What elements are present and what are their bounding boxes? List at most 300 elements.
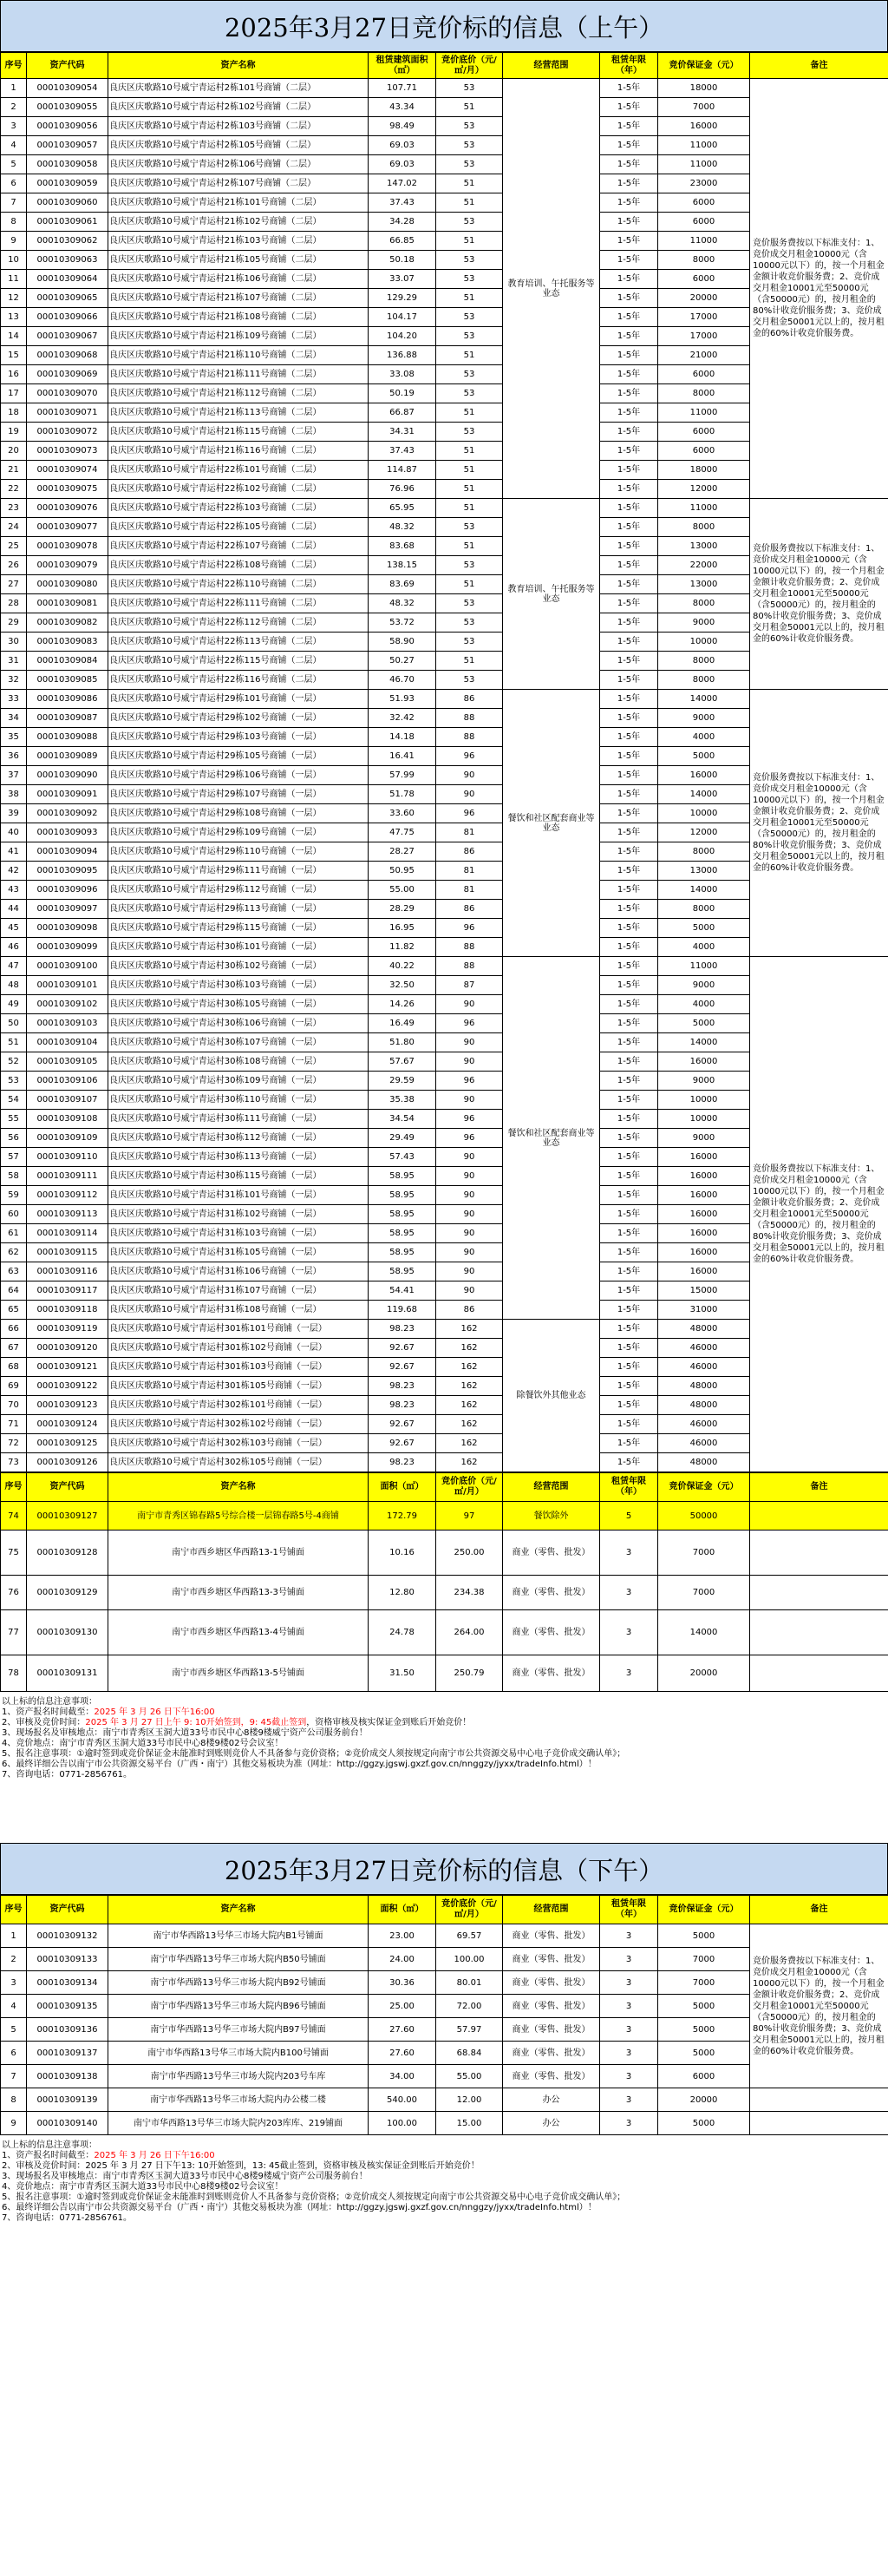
deposit: 14000 (658, 690, 750, 709)
area: 51.78 (369, 785, 436, 804)
area: 32.42 (369, 709, 436, 728)
lease-term: 1-5年 (600, 213, 658, 232)
col-header: 经营范围 (503, 53, 600, 79)
asset-code: 00010309132 (27, 1924, 108, 1948)
asset-code: 00010309116 (27, 1262, 108, 1281)
asset-name: 良庆区庆歌路10号威宁青运村31栋108号商铺（一层） (108, 1301, 369, 1320)
base-price: 53 (436, 518, 503, 537)
business-scope: 餐饮和社区配套商业等业态 (503, 690, 600, 957)
deposit: 14000 (658, 1033, 750, 1052)
area: 58.95 (369, 1224, 436, 1243)
asset-name: 良庆区庆歌路10号威宁青运村30栋115号商铺（一层） (108, 1167, 369, 1186)
notes-label: 1、资产报名时间截至： (2, 1708, 95, 1717)
deposit: 5000 (658, 2018, 750, 2042)
asset-name: 南宁市青秀区锦春路5号综合楼一层锦春路5号-4商铺 (108, 1502, 369, 1531)
asset-code: 00010309118 (27, 1301, 108, 1320)
asset-name: 良庆区庆歌路10号威宁青运村29栋106号商铺（一层） (108, 766, 369, 785)
asset-code: 00010309114 (27, 1224, 108, 1243)
asset-name: 南宁市西乡塘区华西路13-5号铺面 (108, 1655, 369, 1692)
business-scope: 商业（零售、批发） (503, 2065, 600, 2088)
remark-empty (750, 2088, 888, 2112)
col-header: 资产代码 (27, 1473, 108, 1502)
row-number: 49 (1, 995, 27, 1014)
area: 43.34 (369, 98, 436, 117)
lease-term: 1-5年 (600, 117, 658, 136)
lease-term: 1-5年 (600, 1358, 658, 1377)
row-number: 32 (1, 671, 27, 690)
row-number: 78 (1, 1655, 27, 1692)
base-price: 90 (436, 1052, 503, 1072)
area: 16.49 (369, 1014, 436, 1033)
asset-name: 良庆区庆歌路10号威宁青运村31栋103号商铺（一层） (108, 1224, 369, 1243)
row-number: 26 (1, 556, 27, 575)
area: 48.32 (369, 518, 436, 537)
business-scope: 办公 (503, 2088, 600, 2112)
deposit: 4000 (658, 728, 750, 747)
base-price: 90 (436, 1186, 503, 1205)
base-price: 57.97 (436, 2018, 503, 2042)
row-number: 14 (1, 327, 27, 346)
asset-code: 00010309097 (27, 900, 108, 919)
asset-name: 良庆区庆歌路10号威宁青运村21栋108号商铺（二层） (108, 308, 369, 327)
row-number: 33 (1, 690, 27, 709)
notes-line-2 (2, 1718, 888, 1728)
morning-notes (0, 1692, 888, 1793)
asset-name: 良庆区庆歌路10号威宁青运村21栋112号商铺（二层） (108, 384, 369, 403)
row-number: 39 (1, 804, 27, 823)
row-number: 34 (1, 709, 27, 728)
base-price: 51 (436, 174, 503, 193)
lease-term: 1-5年 (600, 1072, 658, 1091)
lease-term: 3 (600, 2042, 658, 2065)
row-number: 67 (1, 1339, 27, 1358)
area: 50.18 (369, 251, 436, 270)
row-number: 69 (1, 1377, 27, 1396)
row-number: 52 (1, 1052, 27, 1072)
deposit: 6000 (658, 213, 750, 232)
asset-code: 00010309120 (27, 1339, 108, 1358)
deposit: 21000 (658, 346, 750, 365)
lease-term: 1-5年 (600, 1014, 658, 1033)
base-price: 86 (436, 842, 503, 862)
asset-name: 良庆区庆歌路10号威宁青运村31栋101号商铺（一层） (108, 1186, 369, 1205)
base-price: 88 (436, 957, 503, 976)
row-number: 36 (1, 747, 27, 766)
deposit: 50000 (658, 1502, 750, 1531)
deposit: 5000 (658, 919, 750, 938)
area: 540.00 (369, 2088, 436, 2112)
row-number: 74 (1, 1502, 27, 1531)
area: 34.00 (369, 2065, 436, 2088)
base-price: 87 (436, 976, 503, 995)
deposit: 12000 (658, 823, 750, 842)
asset-code: 00010309103 (27, 1014, 108, 1033)
asset-name: 良庆区庆歌路10号威宁青运村21栋110号商铺（二层） (108, 346, 369, 365)
deposit: 10000 (658, 633, 750, 652)
row-number: 53 (1, 1072, 27, 1091)
area: 107.71 (369, 79, 436, 98)
lease-term: 1-5年 (600, 1377, 658, 1396)
afternoon-title: 2025年3月27日竞价标的信息（下午） (0, 1843, 888, 1895)
area: 24.78 (369, 1610, 436, 1655)
deposit: 7000 (658, 98, 750, 117)
table-row (1, 2088, 888, 2112)
asset-code: 00010309065 (27, 289, 108, 308)
lease-term: 1-5年 (600, 881, 658, 900)
asset-name: 良庆区庆歌路10号威宁青运村22栋111号商铺（二层） (108, 594, 369, 613)
lease-term: 1-5年 (600, 1110, 658, 1129)
asset-code: 00010309076 (27, 499, 108, 518)
row-number: 4 (1, 136, 27, 155)
base-price: 96 (436, 1014, 503, 1033)
asset-code: 00010309091 (27, 785, 108, 804)
base-price: 96 (436, 747, 503, 766)
asset-name: 南宁市华西路13号华三市场大院内B100号铺面 (108, 2042, 369, 2065)
lease-term: 3 (600, 1610, 658, 1655)
area: 100.00 (369, 2112, 436, 2135)
deposit: 6000 (658, 2065, 750, 2088)
asset-name: 良庆区庆歌路10号威宁青运村29栋115号商铺（一层） (108, 919, 369, 938)
lease-term: 1-5年 (600, 671, 658, 690)
asset-code: 00010309135 (27, 1995, 108, 2018)
asset-code: 00010309138 (27, 2065, 108, 2088)
asset-name: 良庆区庆歌路10号威宁青运村21栋105号商铺（二层） (108, 251, 369, 270)
lease-term: 1-5年 (600, 995, 658, 1014)
business-scope: 除餐饮外其他业态 (503, 1320, 600, 1472)
deposit: 4000 (658, 938, 750, 957)
business-scope: 餐饮和社区配套商业等业态 (503, 957, 600, 1320)
col-header: 租赁年限（年） (600, 1473, 658, 1502)
asset-code: 00010309121 (27, 1358, 108, 1377)
base-price: 51 (436, 499, 503, 518)
row-number: 46 (1, 938, 27, 957)
asset-code: 00010309117 (27, 1281, 108, 1301)
asset-code: 00010309068 (27, 346, 108, 365)
asset-code: 00010309092 (27, 804, 108, 823)
base-price: 96 (436, 1072, 503, 1091)
base-price: 86 (436, 900, 503, 919)
lease-term: 3 (600, 1655, 658, 1692)
base-price: 51 (436, 537, 503, 556)
lease-term: 1-5年 (600, 785, 658, 804)
base-price: 264.00 (436, 1610, 503, 1655)
asset-name: 南宁市西乡塘区华西路13-3号铺面 (108, 1576, 369, 1610)
asset-code: 00010309093 (27, 823, 108, 842)
deposit: 11000 (658, 403, 750, 423)
asset-name: 良庆区庆歌路10号威宁青运村29栋102号商铺（一层） (108, 709, 369, 728)
row-number: 54 (1, 1091, 27, 1110)
asset-name: 良庆区庆歌路10号威宁青运村30栋112号商铺（一层） (108, 1129, 369, 1148)
base-price: 81 (436, 881, 503, 900)
deposit: 14000 (658, 785, 750, 804)
table-row (1, 2112, 888, 2135)
asset-code: 00010309094 (27, 842, 108, 862)
table-row (1, 1655, 888, 1692)
row-number: 62 (1, 1243, 27, 1262)
row-number: 3 (1, 1971, 27, 1995)
deposit: 48000 (658, 1320, 750, 1339)
lease-term: 5 (600, 1502, 658, 1531)
row-number: 55 (1, 1110, 27, 1129)
base-price: 234.38 (436, 1576, 503, 1610)
lease-term: 1-5年 (600, 232, 658, 251)
area: 92.67 (369, 1415, 436, 1434)
notes-line-6: 6、最终详细公告以南宁市公共资源交易平台（广西・南宁）其他交易板块为准（网址：http://ggzy.jgswj.gxzf.gov.cn/nnggzy/jyxx/tradeInfo.html）！ (2, 1760, 597, 1769)
afternoon-header-row (1, 1896, 888, 1924)
lease-term: 1-5年 (600, 900, 658, 919)
lease-term: 1-5年 (600, 442, 658, 461)
area: 65.95 (369, 499, 436, 518)
asset-name: 良庆区庆歌路10号威宁青运村30栋111号商铺（一层） (108, 1110, 369, 1129)
asset-code: 00010309134 (27, 1971, 108, 1995)
asset-code: 00010309108 (27, 1110, 108, 1129)
row-number: 2 (1, 1948, 27, 1971)
remark-note: 竞价服务费按以下标准支付：1、竞价成交月租金10000元（含10000元以下）的，按一个月租金金额计收竞价服务费；2、竞价成交月租金10001元至50000元（含50000元）的，按月租金的80%计收竞价服务费；3、竞价成交月租金50001元以上的，按月租金的60%计收竞价服务费。 (750, 79, 888, 499)
base-price: 51 (436, 403, 503, 423)
area: 51.80 (369, 1033, 436, 1052)
lease-term: 1-5年 (600, 728, 658, 747)
deposit: 11000 (658, 136, 750, 155)
row-number: 72 (1, 1434, 27, 1453)
asset-name: 良庆区庆歌路10号威宁青运村22栋115号商铺（二层） (108, 652, 369, 671)
row-number: 6 (1, 2042, 27, 2065)
asset-code: 00010309136 (27, 2018, 108, 2042)
area: 57.67 (369, 1052, 436, 1072)
area: 147.02 (369, 174, 436, 193)
lease-term: 1-5年 (600, 1033, 658, 1052)
asset-name: 良庆区庆歌路10号威宁青运村21栋109号商铺（二层） (108, 327, 369, 346)
table-row (1, 1576, 888, 1610)
area: 57.43 (369, 1148, 436, 1167)
base-price: 250.00 (436, 1531, 503, 1576)
base-price: 51 (436, 289, 503, 308)
deposit: 46000 (658, 1415, 750, 1434)
row-number: 9 (1, 232, 27, 251)
base-price: 69.57 (436, 1924, 503, 1948)
lease-term: 1-5年 (600, 690, 658, 709)
row-number: 27 (1, 575, 27, 594)
asset-name: 良庆区庆歌路10号威宁青运村22栋116号商铺（二层） (108, 671, 369, 690)
row-number: 70 (1, 1396, 27, 1415)
lease-term: 1-5年 (600, 98, 658, 117)
row-number: 63 (1, 1262, 27, 1281)
row-number: 48 (1, 976, 27, 995)
deposit: 8000 (658, 900, 750, 919)
deposit: 10000 (658, 1110, 750, 1129)
afternoon-notes (0, 2135, 888, 2224)
row-number: 17 (1, 384, 27, 403)
asset-code: 00010309084 (27, 652, 108, 671)
deposit: 16000 (658, 1186, 750, 1205)
business-scope: 商业（零售、批发） (503, 1655, 600, 1692)
lease-term: 1-5年 (600, 1301, 658, 1320)
area: 28.27 (369, 842, 436, 862)
asset-name: 南宁市华西路13号华三市场大院内203号车库 (108, 2065, 369, 2088)
col-header: 竞价底价（元/㎡/月） (436, 53, 503, 79)
row-number: 1 (1, 1924, 27, 1948)
area: 136.88 (369, 346, 436, 365)
row-number: 15 (1, 346, 27, 365)
base-price: 51 (436, 461, 503, 480)
deposit: 48000 (658, 1453, 750, 1472)
col-header: 资产代码 (27, 1896, 108, 1924)
area: 10.16 (369, 1531, 436, 1576)
area: 23.00 (369, 1924, 436, 1948)
row-number: 35 (1, 728, 27, 747)
notes-line-7: 7、咨询电话：0771-2856761。 (2, 1770, 132, 1780)
row-number: 60 (1, 1205, 27, 1224)
row-number: 10 (1, 251, 27, 270)
row-number: 73 (1, 1453, 27, 1472)
asset-code: 00010309107 (27, 1091, 108, 1110)
base-price: 162 (436, 1453, 503, 1472)
row-number: 9 (1, 2112, 27, 2135)
base-price: 51 (436, 480, 503, 499)
morning-title: 2025年3月27日竞价标的信息（上午） (0, 0, 888, 52)
base-price: 51 (436, 442, 503, 461)
asset-name: 良庆区庆歌路10号威宁青运村29栋112号商铺（一层） (108, 881, 369, 900)
row-number: 29 (1, 613, 27, 633)
base-price: 90 (436, 1243, 503, 1262)
asset-name: 良庆区庆歌路10号威宁青运村2栋103号商铺（二层） (108, 117, 369, 136)
asset-code: 00010309090 (27, 766, 108, 785)
base-price: 53 (436, 155, 503, 174)
asset-name: 良庆区庆歌路10号威宁青运村2栋106号商铺（二层） (108, 155, 369, 174)
lease-term: 1-5年 (600, 289, 658, 308)
col-header: 竞价底价（元/㎡/月） (436, 1473, 503, 1502)
asset-name: 南宁市西乡塘区华西路13-1号铺面 (108, 1531, 369, 1576)
base-price: 51 (436, 232, 503, 251)
asset-code: 00010309101 (27, 976, 108, 995)
deposit: 7000 (658, 1531, 750, 1576)
asset-code: 00010309111 (27, 1167, 108, 1186)
asset-code: 00010309064 (27, 270, 108, 289)
deposit: 5000 (658, 1995, 750, 2018)
lease-term: 1-5年 (600, 1243, 658, 1262)
area: 28.29 (369, 900, 436, 919)
asset-name: 良庆区庆歌路10号威宁青运村22栋105号商铺（二层） (108, 518, 369, 537)
asset-code: 00010309110 (27, 1148, 108, 1167)
col-header: 面积（㎡） (369, 1896, 436, 1924)
deposit: 5000 (658, 1014, 750, 1033)
asset-name: 良庆区庆歌路10号威宁青运村30栋105号商铺（一层） (108, 995, 369, 1014)
lease-term: 1-5年 (600, 270, 658, 289)
base-price: 162 (436, 1339, 503, 1358)
notes-line-1 (2, 2151, 888, 2161)
area: 98.23 (369, 1396, 436, 1415)
base-price: 90 (436, 1033, 503, 1052)
area: 58.95 (369, 1186, 436, 1205)
notes-line-7: 7、咨询电话：0771-2856761。 (2, 2213, 132, 2223)
area: 25.00 (369, 1995, 436, 2018)
area: 172.79 (369, 1502, 436, 1531)
asset-code: 00010309058 (27, 155, 108, 174)
row-number: 77 (1, 1610, 27, 1655)
lease-term: 1-5年 (600, 174, 658, 193)
business-scope: 教育培训、午托服务等业态 (503, 499, 600, 690)
asset-code: 00010309066 (27, 308, 108, 327)
asset-name: 良庆区庆歌路10号威宁青运村302栋102号商铺（一层） (108, 1415, 369, 1434)
deposit: 8000 (658, 518, 750, 537)
deposit: 5000 (658, 2112, 750, 2135)
lease-term: 1-5年 (600, 976, 658, 995)
asset-name: 良庆区庆歌路10号威宁青运村30栋109号商铺（一层） (108, 1072, 369, 1091)
base-price: 51 (436, 575, 503, 594)
deposit: 16000 (658, 1243, 750, 1262)
col-header: 资产名称 (108, 53, 369, 79)
base-price: 53 (436, 671, 503, 690)
row-number: 59 (1, 1186, 27, 1205)
base-price: 162 (436, 1396, 503, 1415)
asset-code: 00010309104 (27, 1033, 108, 1052)
remark-empty (750, 2112, 888, 2135)
lease-term: 1-5年 (600, 842, 658, 862)
asset-code: 00010309085 (27, 671, 108, 690)
asset-name: 良庆区庆歌路10号威宁青运村22栋107号商铺（二层） (108, 537, 369, 556)
lease-term: 3 (600, 1948, 658, 1971)
lease-term: 1-5年 (600, 1262, 658, 1281)
lease-term: 1-5年 (600, 403, 658, 423)
area: 104.17 (369, 308, 436, 327)
lease-term: 1-5年 (600, 518, 658, 537)
asset-code: 00010309098 (27, 919, 108, 938)
lease-term: 1-5年 (600, 461, 658, 480)
lease-term: 1-5年 (600, 823, 658, 842)
area: 104.20 (369, 327, 436, 346)
asset-name: 良庆区庆歌路10号威宁青运村30栋102号商铺（一层） (108, 957, 369, 976)
col-header: 备注 (750, 53, 888, 79)
area: 31.50 (369, 1655, 436, 1692)
col-header: 竞价底价（元/㎡/月） (436, 1896, 503, 1924)
row-number: 43 (1, 881, 27, 900)
area: 98.23 (369, 1320, 436, 1339)
asset-code: 00010309105 (27, 1052, 108, 1072)
table-row (1, 499, 888, 518)
remark-empty (750, 1502, 888, 1531)
row-number: 5 (1, 155, 27, 174)
morning-table-2 (0, 1472, 888, 1692)
area: 138.15 (369, 556, 436, 575)
asset-name: 良庆区庆歌路10号威宁青运村30栋106号商铺（一层） (108, 1014, 369, 1033)
base-price: 53 (436, 613, 503, 633)
deposit: 4000 (658, 995, 750, 1014)
notes-heading: 以上标的信息注意事项： (2, 1697, 97, 1707)
asset-code: 00010309140 (27, 2112, 108, 2135)
table-row (1, 1531, 888, 1576)
area: 32.50 (369, 976, 436, 995)
asset-name: 良庆区庆歌路10号威宁青运村29栋101号商铺（一层） (108, 690, 369, 709)
base-price: 162 (436, 1434, 503, 1453)
asset-name: 良庆区庆歌路10号威宁青运村21栋103号商铺（二层） (108, 232, 369, 251)
deposit: 23000 (658, 174, 750, 193)
area: 34.31 (369, 423, 436, 442)
asset-name: 良庆区庆歌路10号威宁青运村29栋103号商铺（一层） (108, 728, 369, 747)
asset-name: 良庆区庆歌路10号威宁青运村21栋115号商铺（二层） (108, 423, 369, 442)
area: 16.41 (369, 747, 436, 766)
lease-term: 3 (600, 2088, 658, 2112)
deposit: 16000 (658, 117, 750, 136)
deposit: 20000 (658, 1655, 750, 1692)
row-number: 24 (1, 518, 27, 537)
notes-label: 1、资产报名时间截至： (2, 2151, 95, 2160)
remark-note: 竞价服务费按以下标准支付：1、竞价成交月租金10000元（含10000元以下）的，按一个月租金金额计收竞价服务费；2、竞价成交月租金10001元至50000元（含50000元）的，按月租金的80%计收竞价服务费；3、竞价成交月租金50001元以上的，按月租金的60%计收竞价服务费。 (750, 957, 888, 1472)
area: 57.99 (369, 766, 436, 785)
asset-name: 良庆区庆歌路10号威宁青运村29栋107号商铺（一层） (108, 785, 369, 804)
base-price: 86 (436, 690, 503, 709)
area: 54.41 (369, 1281, 436, 1301)
base-price: 250.79 (436, 1655, 503, 1692)
afternoon-table (0, 1895, 888, 2135)
